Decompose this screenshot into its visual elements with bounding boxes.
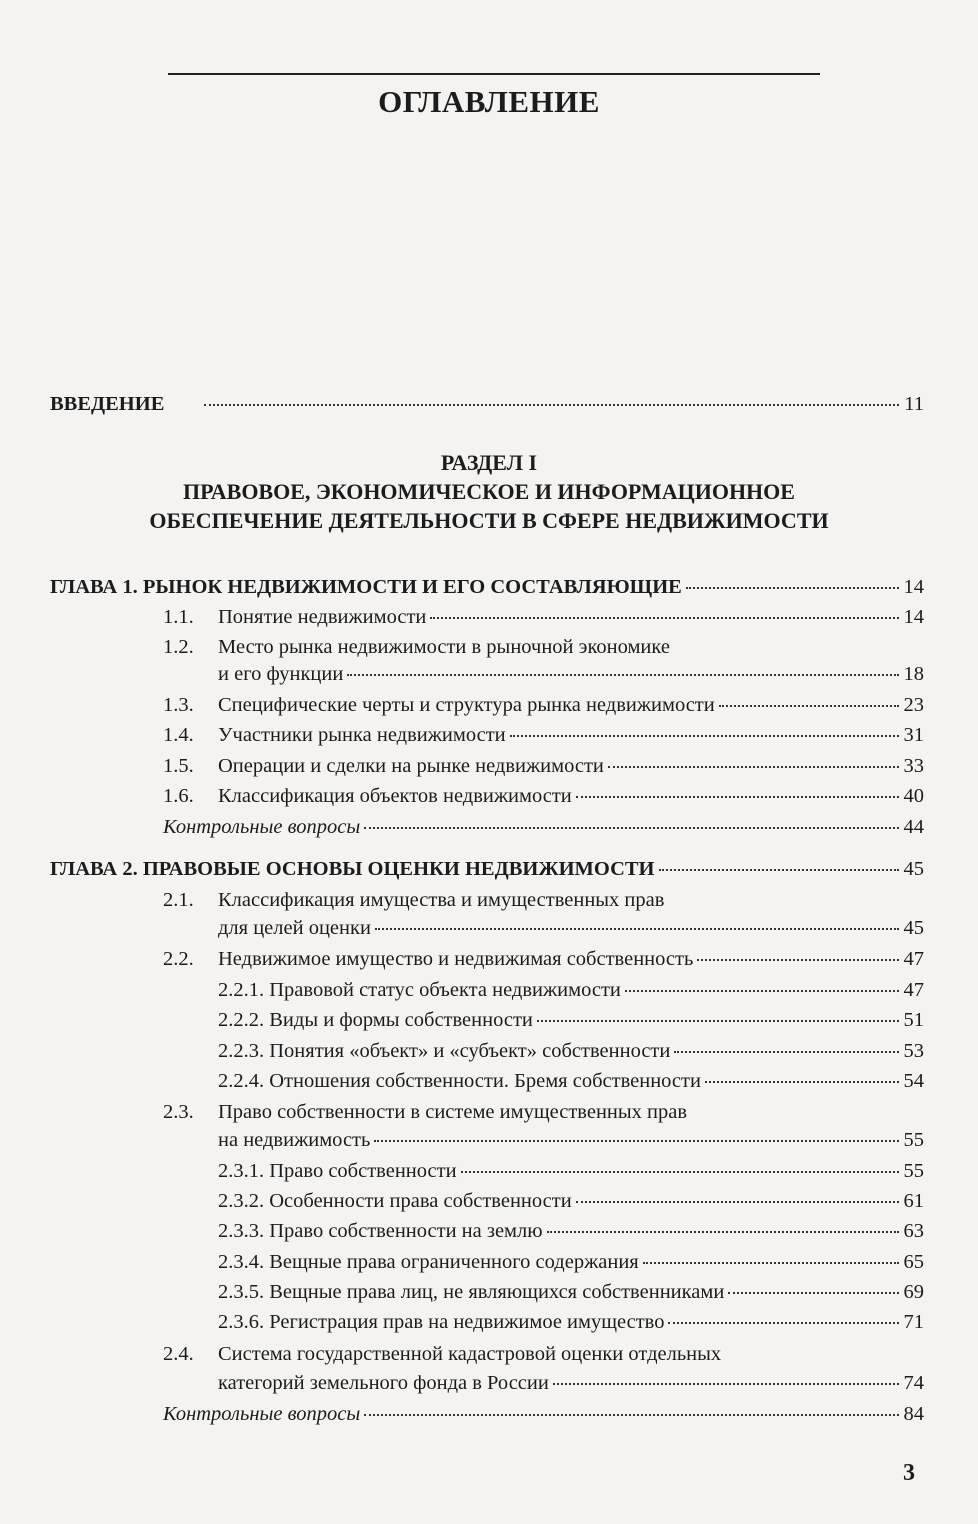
dot-leader [659,869,899,871]
toc-label: 2.3.3. Право собственности на землю [218,1220,543,1242]
toc-label: Место рынка недвижимости в рыночной экономике [218,636,670,658]
toc-entry-2-3-line1[interactable] [163,1100,687,1124]
toc-number: 2.2. [163,948,194,970]
toc-label: 2.2.4. Отношения собственности. Бремя собственности [218,1070,701,1092]
toc-label: ВВЕДЕНИЕ [50,393,165,415]
toc-page: 44 [903,816,924,838]
toc-page: 55 [903,1160,924,1182]
toc-entry-1-1[interactable] [163,605,924,629]
section-title-line2: ОБЕСПЕЧЕНИЕ ДЕЯТЕЛЬНОСТИ В СФЕРЕ НЕДВИЖИМОСТИ [149,508,829,533]
toc-label: Право собственности в системе имущественных прав [218,1101,688,1123]
dot-leader [364,1414,898,1416]
toc-label: и его функции [218,663,344,685]
toc-page: 11 [904,393,924,415]
toc-number: 1.2. [163,636,194,658]
dot-leader [537,1020,899,1022]
toc-label: Система государственной кадастровой оценки отдельных [218,1343,722,1365]
toc-page: 63 [903,1220,924,1242]
dot-leader [608,766,899,768]
toc-label: ГЛАВА 2. ПРАВОВЫЕ ОСНОВЫ ОЦЕНКИ НЕДВИЖИМОСТИ [50,858,655,880]
toc-label: 2.2.1. Правовой статус объекта недвижимости [218,979,621,1001]
toc-entry-1-4[interactable] [163,723,924,747]
dot-leader [576,796,899,798]
toc-page: 14 [903,576,924,598]
toc-page: 45 [903,917,924,939]
toc-entry-2-3-3[interactable] [218,1219,924,1243]
toc-label: Участники рынка недвижимости [218,724,506,746]
dot-leader [719,705,899,707]
dot-leader [705,1081,899,1083]
toc-page: 40 [903,785,924,807]
toc-entry-chapter-2[interactable] [50,857,924,881]
dot-leader [374,1140,898,1142]
toc-label: Контрольные вопросы [163,816,361,838]
toc-entry-2-3-5[interactable] [218,1280,924,1304]
dot-leader [697,959,898,961]
toc-number: 1.4. [163,724,194,746]
toc-entry-2-2-2[interactable] [218,1008,924,1032]
toc-page: 69 [903,1281,924,1303]
dot-leader [674,1051,898,1053]
toc-entry-2-2-1[interactable] [218,978,924,1002]
toc-number: 1.6. [163,785,194,807]
toc-page: 84 [903,1403,924,1425]
dot-leader [204,404,899,406]
toc-entry-intro[interactable] [50,392,924,416]
toc-entry-1-3[interactable] [163,693,924,717]
toc-page: 55 [903,1129,924,1151]
toc-page: 14 [903,606,924,628]
toc-label: для целей оценки [218,917,371,939]
toc-entry-2-2[interactable] [163,947,924,971]
dot-leader [576,1201,899,1203]
toc-label: 2.3.6. Регистрация прав на недвижимое имущество [218,1311,665,1333]
toc-label: Понятие недвижимости [218,606,427,628]
toc-page: 31 [903,724,924,746]
toc-entry-2-2-4[interactable] [218,1069,924,1093]
toc-entry-2-1-line1[interactable] [163,888,664,912]
toc-label: 2.3.5. Вещные права лиц, не являющихся собственниками [218,1281,725,1303]
page-title: ОГЛАВЛЕНИЕ [378,84,600,119]
toc-entry-ch1-questions[interactable] [163,815,924,839]
toc-entry-2-4[interactable] [218,1371,924,1395]
toc-label: 2.3.1. Право собственности [218,1160,457,1182]
dot-leader [728,1292,898,1294]
toc-page: 71 [903,1311,924,1333]
toc-number: 2.1. [163,889,194,911]
toc-label: Специфические черты и структура рынка недвижимости [218,694,715,716]
toc-page: 47 [903,948,924,970]
toc-label: Операции и сделки на рынке недвижимости [218,755,604,777]
toc-entry-2-2-3[interactable] [218,1039,924,1063]
toc-label: Классификация объектов недвижимости [218,785,572,807]
toc-page: 23 [903,694,924,716]
dot-leader [461,1171,899,1173]
toc-entry-2-3-2[interactable] [218,1189,924,1213]
toc-page: 65 [903,1251,924,1273]
toc-label: Классификация имущества и имущественных прав [218,889,665,911]
toc-entry-1-2-line1[interactable] [163,635,670,659]
toc-number: 2.3. [163,1101,194,1123]
dot-leader [643,1262,899,1264]
toc-label: 2.2.2. Виды и формы собственности [218,1009,533,1031]
dot-leader [510,735,899,737]
toc-label: 2.3.4. Вещные права ограниченного содержания [218,1251,639,1273]
toc-number: 2.4. [163,1343,194,1365]
section-label: РАЗДЕЛ I [440,450,538,475]
toc-entry-2-4-line1[interactable] [163,1342,721,1366]
toc-number: 1.3. [163,694,194,716]
toc-entry-2-3-6[interactable] [218,1310,924,1334]
dot-leader [686,587,899,589]
section-title-line1: ПРАВОВОЕ, ЭКОНОМИЧЕСКОЕ И ИНФОРМАЦИОННОЕ [183,479,795,504]
dot-leader [668,1322,898,1324]
toc-label: Контрольные вопросы [163,1403,361,1425]
dot-leader [625,990,899,992]
dot-leader [364,827,898,829]
toc-label: 2.2.3. Понятия «объект» и «субъект» собственности [218,1040,671,1062]
dot-leader [375,928,899,930]
dot-leader [547,1231,899,1233]
toc-entry-2-3[interactable] [218,1128,924,1152]
top-rule [168,73,820,75]
toc-page: 61 [903,1190,924,1212]
toc-number: 1.1. [163,606,194,628]
toc-label: ГЛАВА 1. РЫНОК НЕДВИЖИМОСТИ И ЕГО СОСТАВЛЯЮЩИЕ [50,576,682,598]
toc-entry-2-1[interactable] [218,916,924,940]
toc-entry-1-6[interactable] [163,784,924,808]
toc-page: 74 [903,1372,924,1394]
toc-entry-2-3-4[interactable] [218,1250,924,1274]
toc-page: 53 [903,1040,924,1062]
toc-label: на недвижимость [218,1129,371,1151]
dot-leader [347,674,898,676]
toc-entry-1-2[interactable] [218,662,924,686]
toc-entry-2-3-1[interactable] [218,1159,924,1183]
toc-entry-chapter-1[interactable] [50,575,924,599]
toc-page: 51 [903,1009,924,1031]
toc-page: 33 [903,755,924,777]
dot-leader [430,617,898,619]
toc-page: 18 [903,663,924,685]
toc-page: 54 [903,1070,924,1092]
page-number: 3 [903,1460,915,1486]
toc-entry-ch2-questions[interactable] [163,1402,924,1426]
toc-label: категорий земельного фонда в России [218,1372,549,1394]
toc-label: 2.3.2. Особенности права собственности [218,1190,572,1212]
toc-entry-1-5[interactable] [163,754,924,778]
toc-label: Недвижимое имущество и недвижимая собственность [218,948,694,970]
toc-number: 1.5. [163,755,194,777]
toc-page: 47 [903,979,924,1001]
dot-leader [553,1383,899,1385]
toc-page: 45 [903,858,924,880]
